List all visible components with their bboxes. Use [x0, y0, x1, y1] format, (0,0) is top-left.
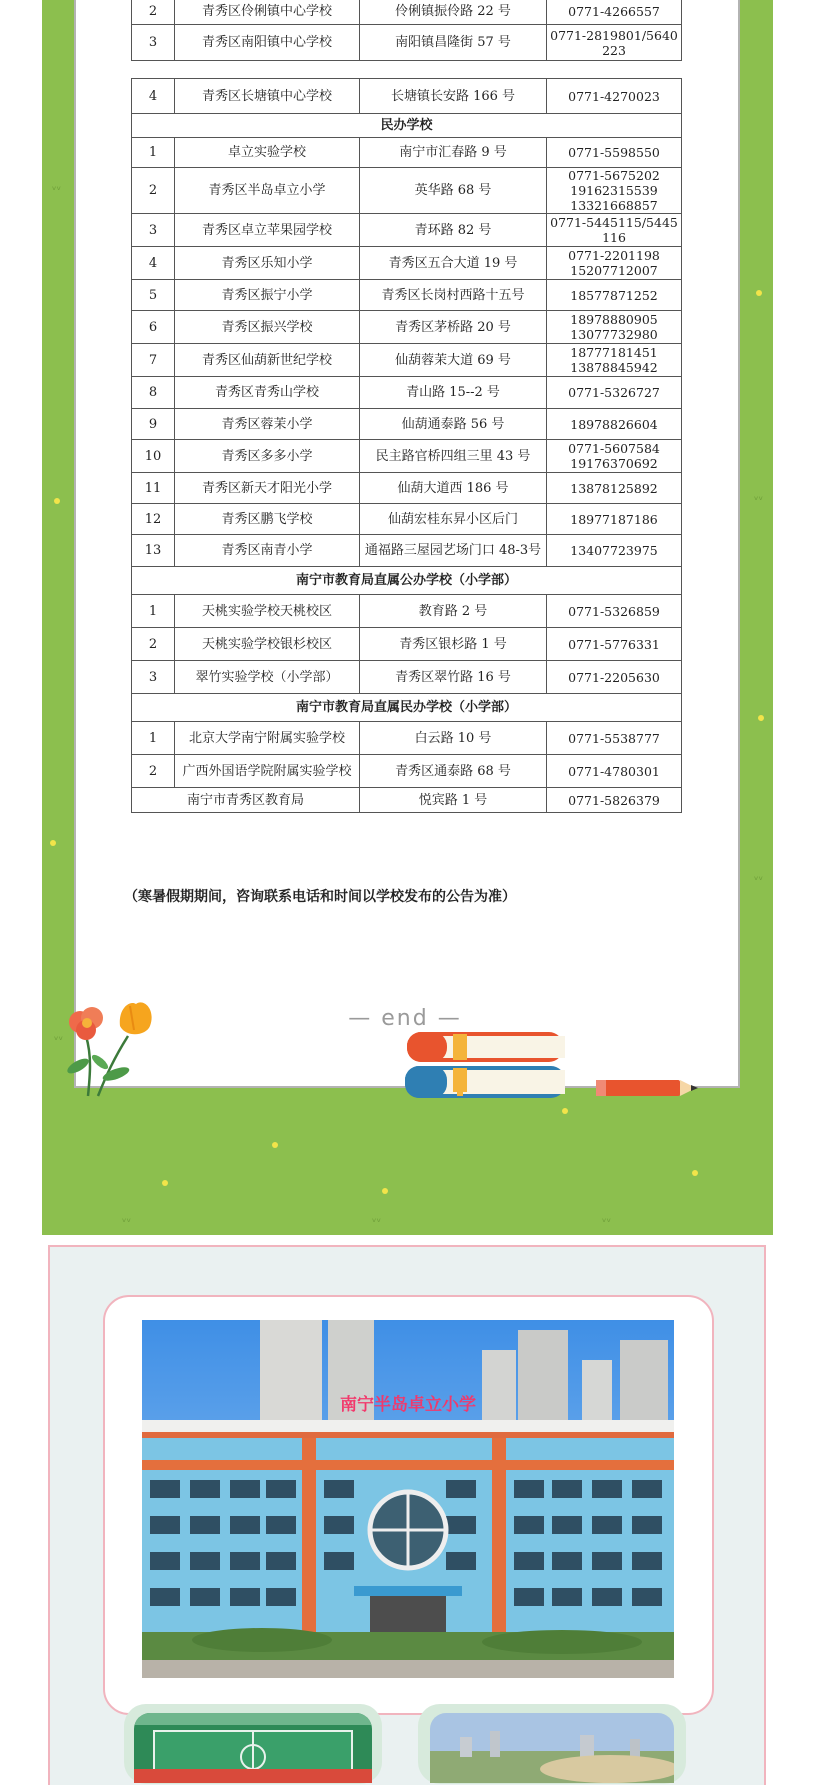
school-name: 卓立实验学校: [175, 138, 360, 168]
school-phone: 0771-5675202 19162315539 13321668857: [547, 168, 682, 214]
row-number: 12: [132, 504, 175, 535]
playground-photo: [134, 1713, 372, 1783]
table-row: [132, 409, 682, 440]
row-number: 1: [132, 722, 175, 755]
school-address: 仙葫大道西 186 号: [360, 473, 547, 504]
school-name: 青秀区南青小学: [175, 535, 360, 567]
table-row: [132, 628, 682, 661]
school-address: 青秀区通泰路 68 号: [360, 755, 547, 788]
table-row: [132, 755, 682, 788]
school-address: 南阳镇昌隆街 57 号: [360, 25, 547, 61]
grass-mark: ᵥᵥ: [602, 1212, 612, 1225]
school-phone: 0771-5598550: [547, 138, 682, 168]
row-number: 1: [132, 595, 175, 628]
school-name: 天桃实验学校银杉校区: [175, 628, 360, 661]
school-phone: 13407723975: [547, 535, 682, 567]
school-address: 青秀区银杉路 1 号: [360, 628, 547, 661]
school-name: 青秀区仙葫新世纪学校: [175, 344, 360, 377]
table-row: [132, 473, 682, 504]
table-row: [132, 504, 682, 535]
decor-dot: [50, 840, 56, 846]
table-row: [132, 79, 682, 114]
photo-school-sign: 南宁半岛卓立小学: [340, 1395, 476, 1415]
school-address: 英华路 68 号: [360, 168, 547, 214]
school-phone: 0771-5607584 19176370692: [547, 440, 682, 473]
grass-mark: ᵥᵥ: [754, 870, 764, 883]
decor-dot: [756, 290, 762, 296]
school-phone: 0771-4270023: [547, 79, 682, 114]
end-label: — end —: [348, 1006, 462, 1031]
holiday-note: （寒暑假期期间，咨询联系电话和时间以学校发布的公告为准）: [124, 889, 516, 905]
row-number: 1: [132, 138, 175, 168]
section-title-direct-private: 南宁市教育局直属民办学校（小学部）: [132, 694, 682, 722]
school-name: 广西外国语学院附属实验学校: [175, 755, 360, 788]
row-number: 3: [132, 661, 175, 694]
row-number: 4: [132, 247, 175, 280]
row-number: 2: [132, 0, 175, 25]
school-address: 通福路三屋园艺场门口 48-3号: [360, 535, 547, 567]
section-header-row: [132, 567, 682, 595]
decor-dot: [692, 1170, 698, 1176]
row-number: 3: [132, 214, 175, 247]
decor-dot: [758, 715, 764, 721]
pencil-icon: [594, 1074, 702, 1102]
table-row: [132, 440, 682, 473]
row-number: 3: [132, 25, 175, 61]
grass-mark: ᵥᵥ: [122, 1212, 132, 1225]
school-address: 仙葫通泰路 56 号: [360, 409, 547, 440]
school-name: 青秀区青秀山学校: [175, 377, 360, 409]
school-name: 青秀区振兴学校: [175, 311, 360, 344]
grass-mark: ᵥᵥ: [754, 490, 764, 503]
row-number: 5: [132, 280, 175, 311]
row-number: 6: [132, 311, 175, 344]
grass-mark: ᵥᵥ: [372, 1212, 382, 1225]
school-name: 青秀区卓立苹果园学校: [175, 214, 360, 247]
school-phone: 18577871252: [547, 280, 682, 311]
school-phone: 18977187186: [547, 504, 682, 535]
school-phone: 0771-5326859: [547, 595, 682, 628]
table-row: [132, 535, 682, 567]
books-icon: [405, 1024, 570, 1102]
direct-public-schools-body: [132, 595, 682, 694]
row-number: 2: [132, 755, 175, 788]
bureau-row: [132, 788, 682, 813]
school-name: 青秀区半岛卓立小学: [175, 168, 360, 214]
school-phone: 0771-5538777: [547, 722, 682, 755]
section-header-row: [132, 694, 682, 722]
school-address: 青环路 82 号: [360, 214, 547, 247]
school-name: 天桃实验学校天桃校区: [175, 595, 360, 628]
row-number: 7: [132, 344, 175, 377]
row-number: 8: [132, 377, 175, 409]
school-address: 仙葫宏桂东昇小区后门: [360, 504, 547, 535]
school-name: 青秀区长塘镇中心学校: [175, 79, 360, 114]
school-address: 白云路 10 号: [360, 722, 547, 755]
row-number: 9: [132, 409, 175, 440]
school-name: 青秀区多多小学: [175, 440, 360, 473]
school-address: 伶俐镇振伶路 22 号: [360, 0, 547, 25]
table-row: [132, 661, 682, 694]
table-row: [132, 0, 682, 25]
bureau-phone: 0771-5826379: [547, 788, 682, 813]
school-phone: 18978880905 13077732980: [547, 311, 682, 344]
row-number: 10: [132, 440, 175, 473]
school-name: 翠竹实验学校（小学部）: [175, 661, 360, 694]
school-phone: 0771-4780301: [547, 755, 682, 788]
grass-mark: ᵥᵥ: [54, 1030, 64, 1043]
school-table-top: [131, 0, 682, 61]
school-address: 青秀区翠竹路 16 号: [360, 661, 547, 694]
school-phone: 18978826604: [547, 409, 682, 440]
school-name: 青秀区南阳镇中心学校: [175, 25, 360, 61]
direct-private-schools-body: [132, 722, 682, 788]
school-building-photo: [142, 1320, 674, 1678]
school-address: 教育路 2 号: [360, 595, 547, 628]
school-phone: 0771-2201198 15207712007: [547, 247, 682, 280]
section-title-private: 民办学校: [132, 114, 682, 138]
section-header-row: [132, 114, 682, 138]
decor-dot: [382, 1188, 388, 1194]
grass-mark: ᵥᵥ: [52, 180, 62, 193]
school-address: 青秀区长岗村西路十五号: [360, 280, 547, 311]
school-phone: 0771-5445115/5445116: [547, 214, 682, 247]
decor-dot: [54, 498, 60, 504]
table-row: [132, 722, 682, 755]
school-address: 长塘镇长安路 166 号: [360, 79, 547, 114]
school-address: 仙葫蓉茉大道 69 号: [360, 344, 547, 377]
school-name: 北京大学南宁附属实验学校: [175, 722, 360, 755]
table-row: [132, 595, 682, 628]
table-row: [132, 214, 682, 247]
section-title-direct-public: 南宁市教育局直属公办学校（小学部）: [132, 567, 682, 595]
decor-dot: [562, 1108, 568, 1114]
school-name: 青秀区乐知小学: [175, 247, 360, 280]
school-phone: 0771-4266557: [547, 0, 682, 25]
school-address: 南宁市汇春路 9 号: [360, 138, 547, 168]
row-number: 4: [132, 79, 175, 114]
table-row: [132, 247, 682, 280]
city-view-photo: [430, 1713, 674, 1783]
table-row: [132, 311, 682, 344]
row-number: 11: [132, 473, 175, 504]
school-name: 青秀区新天才阳光小学: [175, 473, 360, 504]
school-phone: 0771-5326727: [547, 377, 682, 409]
school-address: 青秀区五合大道 19 号: [360, 247, 547, 280]
school-phone: 0771-2205630: [547, 661, 682, 694]
bureau-address: 悦宾路 1 号: [360, 788, 547, 813]
school-name: 青秀区蓉茉小学: [175, 409, 360, 440]
table-row: [132, 168, 682, 214]
table-row: [132, 377, 682, 409]
table-row: [132, 138, 682, 168]
bureau-name: 南宁市青秀区教育局: [132, 788, 360, 813]
school-phone: 13878125892: [547, 473, 682, 504]
school-table-main: [131, 78, 682, 813]
school-name: 青秀区鹏飞学校: [175, 504, 360, 535]
school-address: 民主路官桥四组三里 43 号: [360, 440, 547, 473]
school-address: 青山路 15--2 号: [360, 377, 547, 409]
decor-dot: [162, 1180, 168, 1186]
school-address: 青秀区茅桥路 20 号: [360, 311, 547, 344]
private-schools-body: [132, 138, 682, 567]
school-name: 青秀区振宁小学: [175, 280, 360, 311]
school-phone: 0771-5776331: [547, 628, 682, 661]
school-name: 青秀区伶俐镇中心学校: [175, 0, 360, 25]
decor-dot: [272, 1142, 278, 1148]
table-row: [132, 344, 682, 377]
school-phone: 18777181451 13878845942: [547, 344, 682, 377]
row-number: 13: [132, 535, 175, 567]
row-number: 2: [132, 628, 175, 661]
table-row: [132, 280, 682, 311]
row-number: 2: [132, 168, 175, 214]
school-phone: 0771-2819801/5640223: [547, 25, 682, 61]
flower-icon: [58, 996, 162, 1100]
table-row: [132, 25, 682, 61]
